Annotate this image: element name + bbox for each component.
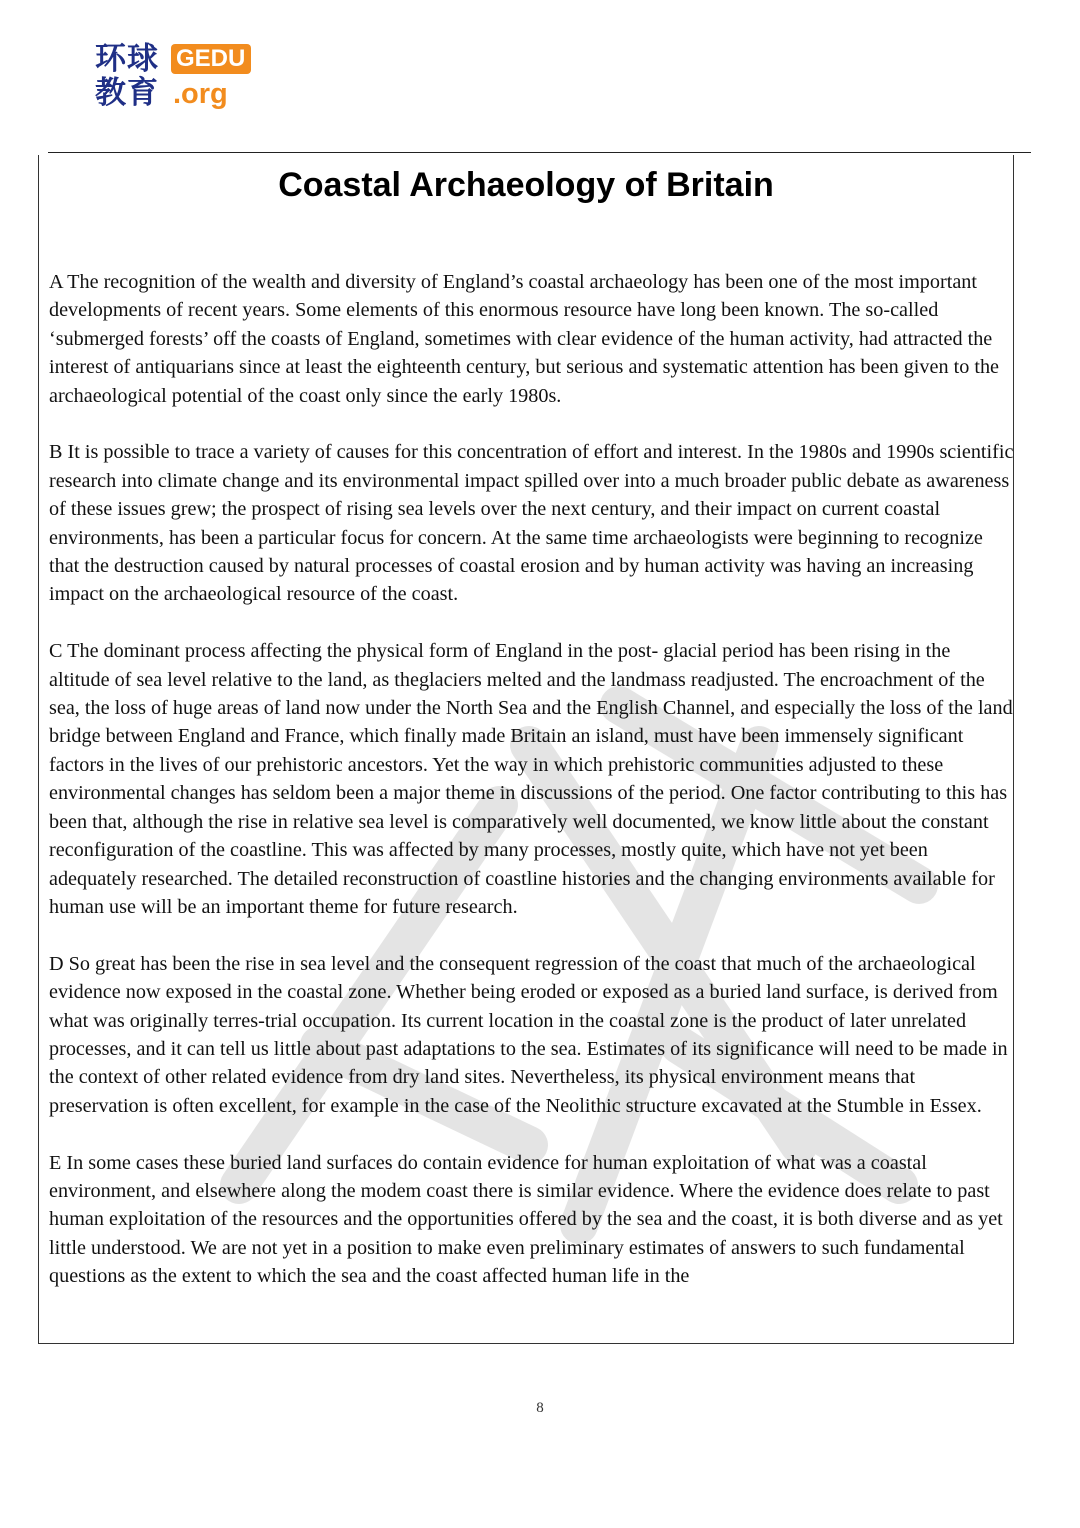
- logo-domain: .org: [173, 78, 228, 110]
- logo-badge: GEDU: [171, 44, 251, 74]
- gedu-logo: [95, 42, 270, 114]
- page-number: 8: [536, 1400, 544, 1416]
- logo-cn-line2: 教育: [95, 75, 159, 111]
- passage-body: [49, 268, 1014, 1319]
- passage-frame: [38, 155, 1014, 1344]
- paragraph-d: D So great has been the rise in sea level and the consequent regression of the coast that much of the archaeological evidence now exposed in the coastal zone. Whether being eroded or exposed as a buried land surface, is derived from what was originally terres-trial occupation. Its current location in the coastal zone is the product of later unrelated processes, and it can tell us little about past adaptations to the sea. Estimates of its significance will need to be made in the context of other related evidence from dry land sites. Nevertheless, its physical environment means that preservation is often excellent, for example in the case of the Neolithic structure excavated at the Stumble in Essex.: [49, 952, 1008, 1117]
- header-rule: [48, 152, 1031, 153]
- passage-title: Coastal Archaeology of Britain: [278, 166, 774, 204]
- paragraph-b: B It is possible to trace a variety of causes for this concentration of effort and interest. In the 1980s and 1990s scientific research into climate change and its environmental impact spilled over into a much broader public debate as awareness of these issues grew; the prospect of rising sea levels over the next century, and their impact on current coastal environments, has been a particular focus for concern. At the same time archaeologists were beginning to recognize that the destruction caused by natural processes of coastal erosion and by human activity was having an increasing impact on the archaeological resource of the coast.: [49, 441, 1014, 606]
- logo-cn-line1: 环球: [95, 41, 159, 77]
- paragraph-c: C The dominant process affecting the physical form of England in the post- glacial period has been rising in the altitude of sea level relative to the land, as theglaciers melted and the landmass readjusted. The encroachment of the sea, the loss of huge areas of land now under the North Sea and the English Channel, and especially the loss of the land bridge between England and France, which finally made Britain an island, must have been immensely significant factors in the lives of our prehistoric ancestors. Yet the way in which prehistoric communities adjusted to these environmental changes has seldom been a major theme in discussions of the period. One factor contributing to this has been that, although the rise in relative sea level is comparatively well documented, we know little about the constant reconfiguration of the coastline. This was affected by many processes, mostly quite, which have not yet been adequately researched. The detailed reconstruction of coastline histories and the changing environments available for human use will be an important theme for future research.: [49, 640, 1013, 918]
- paragraph-e: E In some cases these buried land surfaces do contain evidence for human exploitation of what was a coastal environment, and elsewhere along the modem coast there is similar evidence. Where the evidence does relate to past human exploitation of the resources and the opportunities offered by the sea and the coast, it is both diverse and as yet little understood. We are not yet in a position to make even preliminary estimates of answers to such fundamental questions as the extent to which the sea and the coast affected human life in the: [49, 1151, 1003, 1288]
- paragraph-a: A The recognition of the wealth and diversity of England’s coastal archaeology has been one of the most important developments of recent years. Some elements of this enormous resource have long been known. The so-called ‘submerged forests’ off the coasts of England, sometimes with clear evidence of the human activity, had attracted the interest of antiquarians since at least the eighteenth century, but serious and systematic attention has been given to the archaeological potential of the coast only since the early 1980s.: [49, 271, 1000, 407]
